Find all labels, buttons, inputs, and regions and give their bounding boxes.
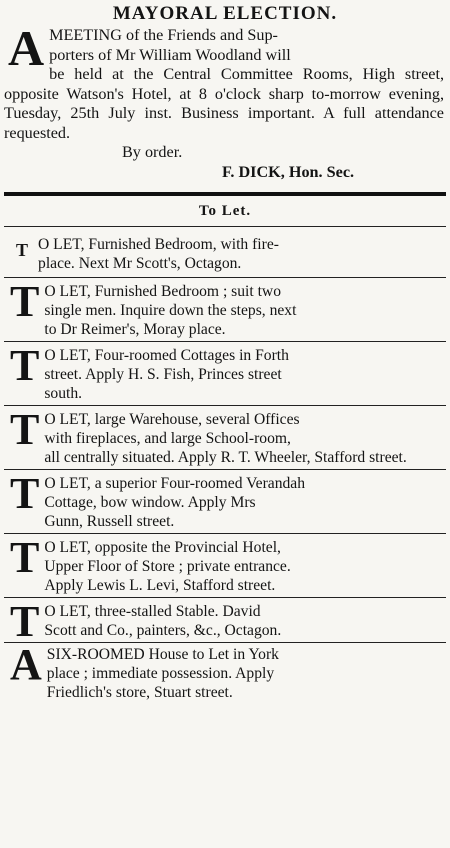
ad-line: Upper Floor of Store ; private entrance.: [44, 558, 291, 575]
ad-line: all centrally situated. Apply R. T. Wheeler, Stafford street.: [44, 449, 407, 466]
heading: MAYORAL ELECTION.: [112, 3, 338, 24]
notice-body: be held at the Central Committee Rooms, High street, opposite Watson's Hotel, at 8 o'clock sharp to-morrow evening, Tuesday, 25th July inst. Business important. A full attendance requested.: [4, 65, 444, 142]
ad-line: Gunn, Russell street.: [44, 513, 175, 530]
ad-line: to Dr Reimer's, Moray place.: [44, 321, 226, 338]
meeting-notice: [0, 20, 450, 182]
classified-ad: [0, 470, 450, 533]
ad-line: Cottage, bow window. Apply Mrs: [44, 494, 256, 511]
drop-cap: A: [8, 20, 45, 76]
drop-cap: A: [10, 640, 42, 689]
drop-cap: T: [10, 277, 40, 326]
classified-ad: [0, 278, 450, 341]
notice-line: MEETING of the Friends and Sup-: [49, 26, 278, 44]
drop-cap: T: [10, 469, 40, 518]
ad-line: SIX-ROOMED House to Let in York: [46, 646, 279, 663]
drop-cap: T: [10, 533, 40, 582]
classified-ad: [0, 597, 450, 646]
drop-cap: T: [10, 341, 40, 390]
drop-cap: T: [10, 405, 40, 454]
ad-line: O LET, Four-roomed Cottages in Forth: [44, 347, 289, 364]
ad-line: Apply Lewis L. Levi, Stafford street.: [44, 577, 276, 594]
drop-cap: T: [10, 597, 40, 646]
ad-line: single men. Inquire down the steps, next: [44, 302, 297, 319]
ad-line: O LET, three-stalled Stable. David: [44, 603, 261, 620]
classified-ad: [0, 534, 450, 597]
classified-ad: [0, 406, 450, 469]
classified-list: [0, 227, 450, 702]
ad-line: place ; immediate possession. Apply: [46, 665, 275, 682]
signature: F. DICK, Hon. Sec.: [222, 162, 355, 181]
ad-line: street. Apply H. S. Fish, Princes street: [44, 366, 282, 383]
ad-line: O LET, Furnished Bedroom, with fire-: [38, 236, 279, 253]
ad-line: Friedlich's store, Stuart street.: [46, 684, 233, 701]
ad-line: O LET, opposite the Provincial Hotel,: [44, 539, 281, 556]
drop-cap: T: [16, 240, 29, 260]
section-title: To Let.: [198, 203, 252, 219]
ad-line: place. Next Mr Scott's, Octagon.: [38, 255, 242, 272]
ad-line: with fireplaces, and large School-room,: [44, 430, 291, 447]
ad-line: south.: [44, 385, 83, 402]
by-order: By order.: [122, 143, 183, 161]
ad-line: Scott and Co., painters, &c., Octagon.: [44, 622, 282, 639]
notice-line: porters of Mr William Woodland will: [49, 45, 291, 64]
ad-line: O LET, a superior Four-roomed Verandah: [44, 475, 306, 492]
ad-line: O LET, large Warehouse, several Offices: [44, 411, 300, 428]
classified-ad: [0, 640, 450, 702]
ad-line: O LET, Furnished Bedroom ; suit two: [44, 283, 281, 300]
classified-ad: [0, 227, 450, 277]
classified-ad: [0, 342, 450, 405]
